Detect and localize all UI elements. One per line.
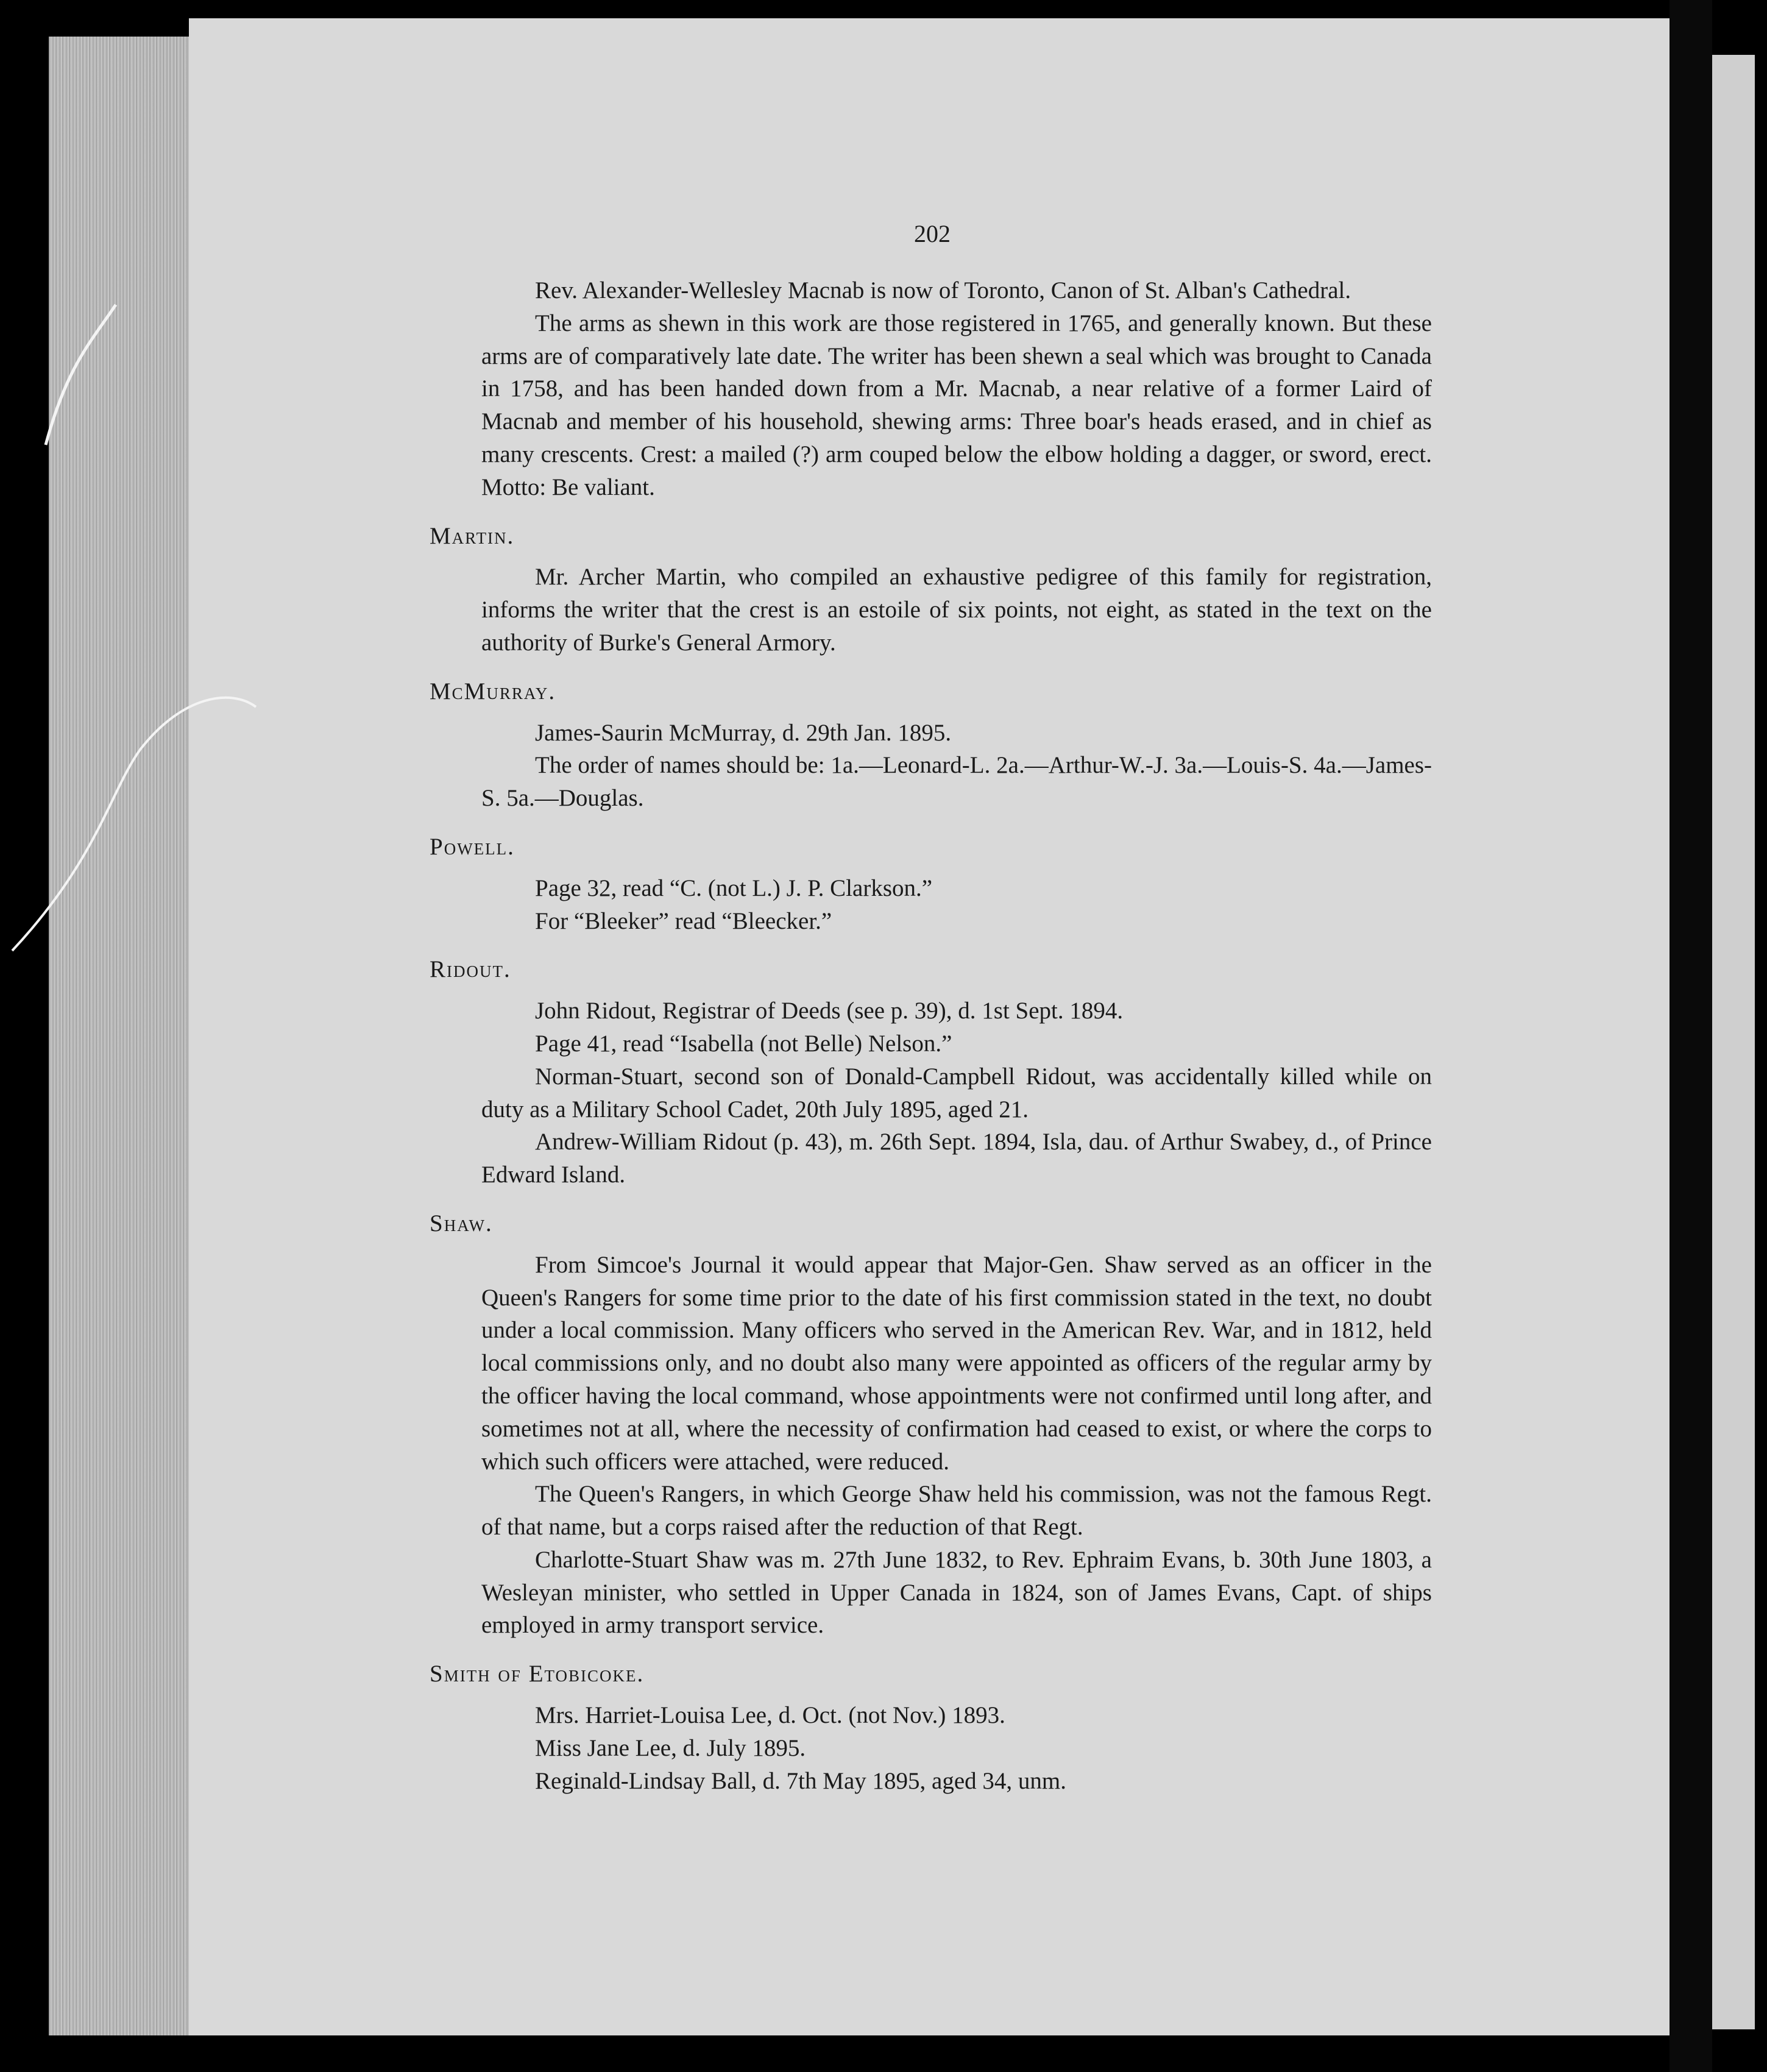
paragraph: John Ridout, Registrar of Deeds (see p. 39), d. 1st Sept. 1894. xyxy=(535,998,1124,1024)
paragraph: Mrs. Harriet-Louisa Lee, d. Oct. (not Nov.) 1893. xyxy=(535,1702,1005,1729)
paragraph: The Queen's Rangers, in which George Shaw held his commission, was not the famous Regt. of that name, but a corps raised after the reduction of that Regt. xyxy=(481,1481,1432,1541)
paragraph: Mr. Archer Martin, who compiled an exhaustive pedigree of this family for registration, informs the writer that the crest is an estoile of six points, not eight, as stated in the text on the authority of Burke's General Armory. xyxy=(481,564,1432,656)
section-heading: Martin. xyxy=(430,522,515,549)
paragraph: Rev. Alexander-Wellesley Macnab is now of Toronto, Canon of St. Alban's Cathedral. xyxy=(535,277,1351,303)
section-powell xyxy=(430,831,1432,937)
paragraph: Page 32, read “C. (not L.) J. P. Clarkson.” xyxy=(535,875,933,901)
section-shaw xyxy=(430,1207,1432,1642)
paragraph: From Simcoe's Journal it would appear that Major-Gen. Shaw served as an officer in the Queen's Rangers for some time prior to the date of his first commission stated in the text, no doubt under a local commission. Many officers who served in the American Rev. War, and in 1812, held local commissions only, and no doubt also many were appointed as officers of the regular army by the officer having the local command, whose appointments were not confirmed until long after, and sometimes not at all, where the necessity of confirmation had ceased to exist, or where the corps to which such officers were attached, were reduced. xyxy=(481,1251,1432,1475)
section-mcmurray xyxy=(430,675,1432,815)
paragraph: Reginald-Lindsay Ball, d. 7th May 1895, aged 34, unm. xyxy=(535,1767,1066,1794)
paragraph: For “Bleeker” read “Bleecker.” xyxy=(535,907,832,934)
section-heading: Powell. xyxy=(430,833,515,860)
section-heading: Shaw. xyxy=(430,1210,493,1236)
gutter-shadow xyxy=(1670,0,1712,2072)
intro-section xyxy=(481,274,1432,504)
paragraph: Page 41, read “Isabella (not Belle) Nelson.” xyxy=(535,1030,952,1057)
paragraph: Andrew-William Ridout (p. 43), m. 26th Sept. 1894, Isla, dau. of Arthur Swabey, d., of Prince Edward Island. xyxy=(481,1129,1432,1188)
page-number: 202 xyxy=(914,220,951,247)
section-ridout xyxy=(430,953,1432,1191)
paragraph: Norman-Stuart, second son of Donald-Campbell Ridout, was accidentally killed while on duty as a Military School Cadet, 20th July 1895, aged 21. xyxy=(481,1063,1432,1123)
paragraph: The arms as shewn in this work are those registered in 1765, and generally known. But these arms are of comparatively late date. The writer has been shewn a seal which was brought to Canada in 1758, and has been handed down from a Mr. Macnab, a near relative of a former Laird of Macnab and member of his household, shewing arms: Three boar's heads erased, and in chief as many crescents. Crest: a mailed (?) arm couped below the elbow holding a dagger, or sword, erect. Motto: Be valiant. xyxy=(481,310,1432,500)
scratch-marks xyxy=(0,0,280,1036)
section-smith-of-etobicoke xyxy=(430,1658,1432,1797)
facing-page-edge xyxy=(1712,55,1755,2029)
section-heading: Ridout. xyxy=(430,956,511,983)
paragraph: James-Saurin McMurray, d. 29th Jan. 1895. xyxy=(535,719,952,746)
paragraph: Miss Jane Lee, d. July 1895. xyxy=(535,1734,806,1761)
paragraph: The order of names should be: 1a.—Leonard-L. 2a.—Arthur-W.-J. 3a.—Louis-S. 4a.—James-S. 5a.—Douglas. xyxy=(481,752,1432,812)
section-heading: Smith of Etobicoke. xyxy=(430,1661,645,1687)
paragraph: Charlotte-Stuart Shaw was m. 27th June 1832, to Rev. Ephraim Evans, b. 30th June 1803, a Wesleyan minister, who settled in Upper Canada in 1824, son of James Evans, Capt. of ships employed in army transport service. xyxy=(481,1546,1432,1639)
section-martin xyxy=(430,520,1432,659)
page-text xyxy=(430,274,1432,1797)
section-heading: McMurray. xyxy=(430,678,556,704)
